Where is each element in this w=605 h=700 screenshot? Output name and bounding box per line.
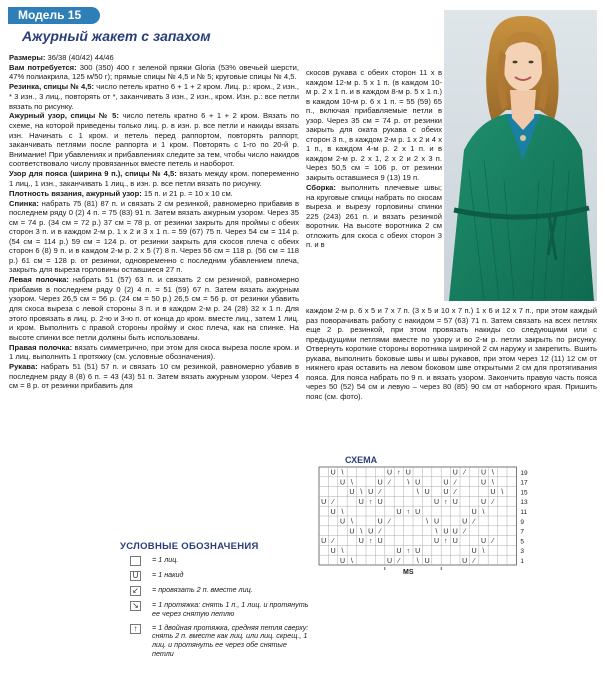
legend-text: = 1 лиц. [152, 555, 179, 564]
paragraph-lead: Плотность вязания, ажурный узор: [9, 188, 142, 198]
scheme-stitch-symbol: U [452, 469, 458, 477]
scheme-stitch-symbol: \ [482, 548, 485, 556]
scheme-stitch-symbol: U [433, 499, 440, 507]
scheme-stitch-symbol: U [452, 538, 458, 546]
scheme-ms-label: MS [403, 569, 414, 576]
scheme-stitch-symbol: \ [360, 489, 363, 497]
right-text: скосов рукава с обеих сторон 11 х в каждом 12-м р. 5 х 1 п. (в каждом 10-м р. 2 х 1 п. и в каждом 8-м р. 5 х 1 п.) в каждом 10-м р. 6 х 1 п. = 55 (59) 65 п., включая прибавляемые петли в узор. Через 35 см = 74 р. от резинки закрыть для оката рукава с обеих сторон 3 п., в каждом 2-м р. 1 х 2 и 4 х 1 п., в каждом 4-м р. 2 х 1 п. и в каждом 2-м р. 2 х 1, 2 х 2 и 2 х 3 п. Через 50,5 см = 106 р. от резинки закрыть оставшиеся 9 (13) 19 п. [306, 68, 442, 183]
scheme-stitch-symbol: ↑ [406, 548, 411, 556]
scheme-stitch-symbol: \ [482, 508, 485, 516]
assembly-lead: Сборка: [306, 182, 336, 192]
scheme-stitch-symbol: U [377, 479, 383, 487]
paragraph-text: число петель кратно 6 + 1 + 2 кром. Лиц. р.: кром., 2 изн., * 3 изн., 3 лиц., повторять от *, заканчивать 3 изн., 2 изн., кром. Изн. р.: все петли вязать по рисунку. [9, 82, 299, 111]
paragraph-text: набрать 51 (57) 63 п. и связать 2 см резинкой, равномерно прибавив в последнем ряду 0 (2) 4 п. = 51 (59) 67 п. Затем вязать ажурным узором. Через 26,5 см = 56 р. (24 см = 50 р.) 26,5 см = 56 р. от резинки убавить для скоса выреза с левой стороны 3 п. и в каждом 2-м р. 24 (28) 32 х 1 п. Для этого провязать в лиц. р. 2-ю и 3-ю п. от конца до кром. вместе лиц., затем 1 лиц. и кром. Выполнить с правой стороны пройму и скос плеча, как на спинке. На высоте спинки все петли должны быть использованы. [9, 275, 299, 342]
paragraph-text: 300 (350) 400 г зеленой пряжи Gloria (53% овечьей шерсти, 47% полиакрила, 125 м/50 г); прямые спицы № 4,5 и № 5; круговые спицы № 4,5. [9, 62, 300, 82]
legend-item [130, 556, 310, 566]
legend-title: УСЛОВНЫЕ ОБОЗНАЧЕНИЯ [120, 541, 259, 552]
scheme-stitch-symbol: U [339, 518, 346, 526]
scheme-stitch-symbol: ↑ [444, 538, 448, 546]
paragraph-text: вязать между кром. попеременно 1 лиц., 1 изн., заканчивать 1 лиц., в изн. р. все петли вязать по рисунку. [9, 169, 300, 188]
legend-text: = провязать 2 п. вместе лиц. [152, 585, 253, 594]
paragraph-text: число петель кратно 6 + 1 + 2 кром. Вязать по схеме, на которой приведены только лиц. р. в изн. р. все петли и накиды вязать изн. Начинать с 1 кром. и петель перед раппортом, повторять раппорт, заканчивать петлями после раппорта и 1 кром. Повторять с 1-го по 20-й р. Внимание! При убавлениях и прибавлениях следите за тем, чтобы число накидов соответствовало числу провязанных вместе петель и наоборот. [9, 111, 299, 169]
scheme-stitch-symbol: U [377, 538, 383, 546]
scheme-row-number: 13 [520, 499, 528, 507]
knitting-scheme [314, 465, 549, 575]
scheme-stitch-symbol: ⁄ [379, 528, 381, 536]
paragraph-lead: Ажурный узор, спицы № 5: [9, 111, 119, 121]
scheme-stitch-symbol: U [339, 479, 346, 487]
instruction-paragraph [9, 111, 299, 168]
paragraph-text: набрать 51 (51) 57 п. и связать 10 см резинкой, равномерно убавив в последнем ряду 8 (8) 6 п. = 43 (43) 51 п. Затем вязать ажурным узором. Через 4 см = 8 р. от резинки прибавить для [9, 362, 299, 391]
scheme-stitch-symbol: U [396, 508, 402, 516]
scheme-stitch-symbol: U [424, 557, 430, 565]
instruction-paragraph [9, 362, 299, 391]
scheme-stitch-symbol: \ [350, 557, 353, 565]
bottom-text: каждом 2-м р. 6 х 5 и 7 х 7 п. (3 х 5 и 10 х 7 п.) 1 х 6 и 12 х 7 п., при этом каждый раз поворачивать работу с накидом = 57 (63) 71 п. Затем связать на всех петлях еще 2 р. резинкой, при этом провязать накиды со следующими или с предыдущими петлями вместе по узору и во 2-м р. петли закрыть по рисунку. Отвернуть короткие стороны воротника шириной 2 см наружу и закрепить. Вшить рукава, выполнить боковые швы и швы рукавов, при этом через 12 (11) 12 см от нижнего края оставить на левом боковом шве открытыми 2 см для протягивания пояса. Для пояса набрать по 9 п. и вязать узором. Закончить правую часть пояса через 50 (52) 54 см и левую – через 80 (85) 90 см от наборного края. Пришить пояс (см. фото). [306, 306, 597, 401]
legend-text: = 1 накид [152, 570, 184, 579]
scheme-stitch-symbol: U [462, 557, 468, 565]
scheme-stitch-symbol: ⁄ [492, 499, 494, 507]
scheme-stitch-symbol: ⁄ [464, 469, 466, 477]
scheme-stitch-symbol: \ [341, 508, 344, 516]
instructions-left-column [9, 53, 299, 391]
scheme-stitch-symbol: ↑ [397, 469, 401, 477]
scheme-stitch-symbol: ⁄ [379, 489, 381, 497]
scheme-stitch-symbol: U [339, 557, 346, 565]
scheme-stitch-symbol: U [330, 548, 336, 556]
scheme-stitch-symbol: ↑ [368, 538, 373, 546]
scheme-stitch-symbol: U [462, 518, 468, 526]
scheme-stitch-symbol: U [368, 528, 374, 536]
scheme-stitch-symbol: \ [341, 548, 344, 556]
scheme-stitch-symbol: ⁄ [473, 518, 475, 526]
scheme-row-number: 19 [520, 469, 528, 477]
scheme-stitch-symbol: ↑ [406, 508, 411, 516]
scheme-stitch-symbol: ⁄ [388, 518, 391, 526]
scheme-grid [314, 465, 549, 570]
instruction-paragraph [9, 199, 299, 275]
scheme-stitch-symbol: U [405, 469, 411, 477]
scheme-stitch-symbol: U [452, 528, 458, 536]
scheme-stitch-symbol: \ [407, 479, 410, 487]
scheme-stitch-symbol: U [424, 489, 430, 497]
instruction-paragraph [9, 343, 299, 362]
legend-symbol-icon: U [130, 571, 141, 581]
scheme-stitch-symbol: U [480, 479, 487, 487]
scheme-stitch-symbol: ⁄ [454, 479, 456, 487]
paragraph-lead: Размеры: [9, 53, 46, 62]
scheme-stitch-symbol: U [480, 499, 487, 507]
paragraph-lead: Вам потребуется: [9, 62, 77, 72]
scheme-stitch-symbol: U [480, 469, 487, 477]
paragraph-text: 36/38 (40/42) 44/46 [45, 53, 114, 62]
pattern-title: Ажурный жакет с запахом [22, 28, 211, 44]
scheme-stitch-symbol: \ [350, 479, 353, 487]
scheme-stitch-symbol: U [443, 489, 449, 497]
paragraph-lead: Левая полочка: [9, 275, 69, 285]
scheme-stitch-symbol: U [321, 499, 327, 507]
scheme-stitch-symbol: ⁄ [492, 538, 494, 546]
scheme-stitch-symbol: ↑ [444, 499, 448, 507]
scheme-stitch-symbol: ⁄ [388, 479, 391, 487]
scheme-stitch-symbol: U [368, 489, 374, 497]
legend [130, 556, 310, 664]
scheme-stitch-symbol: U [349, 528, 355, 536]
paragraph-text: 15 п. и 21 р. = 10 х 10 см. [141, 188, 233, 198]
scheme-stitch-symbol: U [433, 538, 440, 546]
scheme-stitch-symbol: ⁄ [398, 557, 400, 565]
scheme-stitch-symbol: \ [501, 489, 504, 497]
instructions-right-column [306, 68, 442, 250]
scheme-stitch-symbol: ⁄ [473, 557, 475, 565]
scheme-stitch-symbol: U [433, 518, 440, 526]
legend-text: = 1 двойная протяжка, средняя петля сверху: снять 2 п. вместе как лиц. или лиц. скрещ., 1 лиц. и протянуть ее через обе снятые петли [152, 622, 309, 658]
scheme-stitch-symbol: U [471, 508, 477, 516]
scheme-stitch-symbol: \ [350, 518, 353, 526]
paragraph-lead: Узор для пояса (ширина 9 п.), спицы № 4,5: [9, 169, 177, 179]
scheme-row-number: 7 [520, 528, 525, 536]
scheme-stitch-symbol: U [321, 538, 327, 546]
scheme-stitch-symbol: U [330, 508, 336, 516]
scheme-stitch-symbol: U [443, 479, 449, 487]
scheme-title: СХЕМА [345, 455, 378, 465]
scheme-stitch-symbol: ⁄ [332, 499, 334, 507]
instruction-paragraph [9, 53, 299, 63]
legend-item [130, 624, 310, 659]
scheme-row-number: 11 [520, 509, 528, 517]
scheme-stitch-symbol: \ [416, 489, 419, 497]
scheme-stitch-symbol: U [386, 557, 393, 565]
scheme-row-number: 3 [520, 548, 525, 556]
paragraph-lead: Резинка, спицы № 4,5: [9, 82, 95, 92]
scheme-row-number: 1 [520, 558, 525, 566]
scheme-stitch-symbol: U [330, 469, 336, 477]
legend-item [130, 571, 310, 581]
model-photo [444, 10, 597, 301]
instruction-paragraph [9, 63, 299, 82]
instruction-paragraph [9, 82, 299, 111]
paragraph-text: вязать симметрично, при этом для скоса выреза после кром. и 1 лиц. выполнить 1 протяжку (см. условные обозначения). [9, 342, 300, 362]
model-badge: Модель 15 [8, 7, 100, 24]
scheme-stitch-symbol: U [377, 518, 383, 526]
scheme-stitch-symbol: \ [341, 469, 344, 477]
scheme-stitch-symbol: U [415, 548, 421, 556]
scheme-stitch-symbol: U [358, 499, 364, 507]
scheme-row-number: 5 [520, 538, 525, 546]
scheme-stitch-symbol: \ [426, 518, 429, 526]
legend-item [130, 601, 310, 619]
legend-symbol-icon: ↘ [130, 601, 141, 611]
scheme-row-number: 9 [520, 518, 525, 526]
scheme-stitch-symbol: ⁄ [454, 489, 456, 497]
instruction-paragraph [9, 189, 299, 199]
scheme-stitch-symbol: U [349, 489, 355, 497]
instruction-paragraph [9, 275, 299, 342]
scheme-stitch-symbol: U [415, 508, 421, 516]
scheme-stitch-symbol: U [386, 469, 393, 477]
model-photo-image [444, 10, 597, 301]
scheme-stitch-symbol: \ [491, 479, 494, 487]
legend-item [130, 586, 310, 596]
scheme-stitch-symbol: U [490, 489, 496, 497]
paragraph-lead: Спинка: [9, 198, 39, 208]
scheme-row-number: 15 [520, 489, 528, 497]
scheme-stitch-symbol: U [480, 538, 487, 546]
scheme-stitch-symbol: \ [360, 528, 363, 536]
scheme-stitch-symbol: U [471, 548, 477, 556]
scheme-stitch-symbol: U [377, 499, 383, 507]
paragraph-lead: Правая полочка: [9, 342, 73, 352]
scheme-stitch-symbol: \ [435, 528, 438, 536]
legend-symbol-icon: ↙ [130, 586, 141, 596]
scheme-stitch-symbol: ↑ [368, 499, 373, 507]
legend-text: = 1 протяжка: снять 1 п., 1 лиц. и протянуть ее через снятую петлю [152, 600, 309, 618]
instructions-bottom-block [306, 306, 597, 402]
scheme-stitch-symbol: U [358, 538, 364, 546]
assembly-text: выполнить плечевые швы; на круговые спицы набрать по скосам выреза и вырезу горловины спинки 225 (243) 261 п. и вязать резинкой воротник. На высоте воротника 2 см отложить для скоса с обеих сторон 3 п. и в [306, 182, 442, 250]
scheme-stitch-symbol: U [443, 528, 449, 536]
instruction-paragraph [9, 169, 299, 188]
paragraph-lead: Рукава: [9, 362, 38, 372]
scheme-stitch-symbol: U [452, 499, 458, 507]
scheme-stitch-symbol: ⁄ [464, 528, 466, 536]
scheme-row-number: 17 [520, 479, 528, 487]
scheme-stitch-symbol: U [415, 479, 421, 487]
legend-symbol-icon [130, 556, 141, 566]
scheme-stitch-symbol: \ [416, 557, 419, 565]
paragraph-text: набрать 75 (81) 87 п. и связать 2 см резинкой, равномерно прибавив в последнем ряду 0 (2) 4 п. = 75 (83) 91 п. Затем вязать ажурным узором. Через 35 см = 74 р. (34 см = 72 р.) 37 см = 78 р. от резинки закрыть для проймы с обеих сторон 3 п. и в каждом 2-м р. 1 х 2 и 3 х 1 п. = 59 (67) 75 п. Через 54 см = 114 р. (54 см = 114 р.) 59 см = 124 р. от резинки закрыть для скосов плеча с обеих сторон 6 (8) 9 п. и в каждом 2-м р. 2 х 5 (7) 8 п. Через 56 см = 118 р. (56 см = 118 р.) 61 см = 128 р. от резинки, одновременно с последним убавлением плеча, закрыть для выреза горловины оставшиеся 27 п. [9, 198, 299, 275]
scheme-stitch-symbol: ⁄ [332, 538, 334, 546]
scheme-stitch-symbol: U [396, 548, 402, 556]
scheme-stitch-symbol: \ [491, 469, 494, 477]
legend-symbol-icon: ↑ [130, 624, 141, 634]
